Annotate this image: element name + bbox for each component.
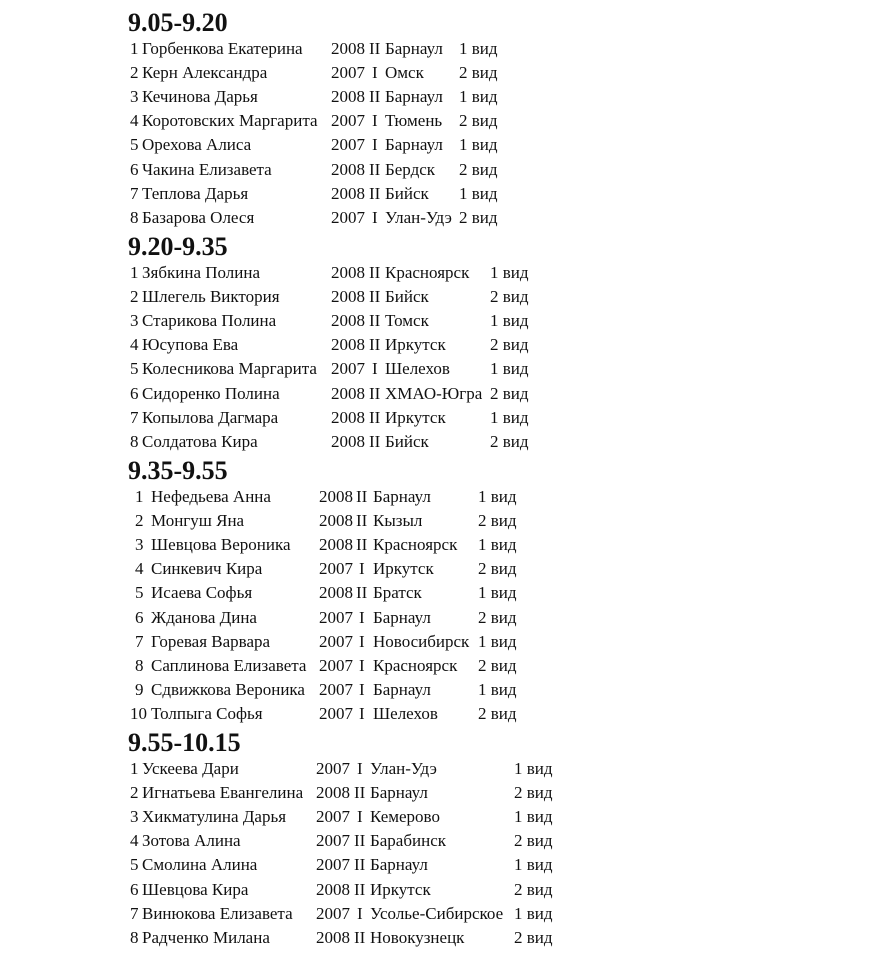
- program-type: 1 вид: [459, 87, 498, 106]
- program-type: 1 вид: [514, 855, 553, 874]
- city: Барнаул: [373, 608, 431, 627]
- program-type: 1 вид: [490, 311, 529, 330]
- program-type: 2 вид: [514, 928, 553, 947]
- sport-rank: II: [354, 831, 366, 850]
- birth-year: 2007: [316, 904, 350, 923]
- birth-year: 2007: [319, 608, 353, 627]
- sport-rank: II: [369, 432, 381, 451]
- participant-name: Керн Александра: [142, 63, 268, 82]
- participant-name: Чакина Елизавета: [142, 160, 272, 179]
- birth-year: 2007: [319, 559, 353, 578]
- sport-rank: I: [372, 359, 378, 378]
- sport-rank: I: [372, 135, 378, 154]
- sport-rank: I: [359, 559, 365, 578]
- program-type: 1 вид: [514, 807, 553, 826]
- city: Красноярск: [385, 263, 470, 282]
- sport-rank: I: [359, 608, 365, 627]
- participant-number: 3: [130, 87, 139, 106]
- program-type: 2 вид: [478, 608, 517, 627]
- city: Барнаул: [373, 487, 431, 506]
- city: Улан-Удэ: [385, 208, 452, 227]
- birth-year: 2007: [331, 111, 365, 130]
- program-type: 2 вид: [490, 432, 529, 451]
- city: Иркутск: [373, 559, 434, 578]
- participant-name: Горевая Варвара: [151, 632, 271, 651]
- participant-name: Шевцова Кира: [142, 880, 249, 899]
- birth-year: 2007: [316, 759, 350, 778]
- birth-year: 2008: [319, 535, 353, 554]
- participant-number: 3: [130, 311, 139, 330]
- program-type: 2 вид: [459, 111, 498, 130]
- sport-rank: I: [357, 904, 363, 923]
- participant-name: Синкевич Кира: [151, 559, 263, 578]
- birth-year: 2008: [316, 928, 350, 947]
- participant-name: Базарова Олеся: [142, 208, 255, 227]
- participant-name: Шлегель Виктория: [142, 287, 280, 306]
- program-type: 2 вид: [514, 783, 553, 802]
- birth-year: 2008: [331, 432, 365, 451]
- participant-name: Хикматулина Дарья: [142, 807, 287, 826]
- time-slot-heading: 9.35-9.55: [128, 456, 228, 485]
- sport-rank: I: [357, 759, 363, 778]
- participant-number: 7: [130, 904, 139, 923]
- participant-number: 6: [135, 608, 144, 627]
- program-type: 2 вид: [478, 704, 517, 723]
- birth-year: 2008: [319, 511, 353, 530]
- participant-number: 1: [135, 487, 144, 506]
- participant-number: 5: [130, 855, 139, 874]
- participant-name: Горбенкова Екатерина: [142, 39, 303, 58]
- sport-rank: II: [369, 384, 381, 403]
- city: Омск: [385, 63, 424, 82]
- participant-name: Игнатьева Евангелина: [142, 783, 304, 802]
- city: Иркутск: [370, 880, 431, 899]
- participant-number: 4: [130, 831, 139, 850]
- sport-rank: II: [354, 880, 366, 899]
- birth-year: 2008: [319, 487, 353, 506]
- birth-year: 2008: [319, 583, 353, 602]
- sport-rank: II: [369, 87, 381, 106]
- program-type: 2 вид: [459, 63, 498, 82]
- participant-number: 6: [130, 160, 139, 179]
- participant-name: Сдвижкова Вероника: [151, 680, 305, 699]
- birth-year: 2008: [331, 408, 365, 427]
- city: Улан-Удэ: [370, 759, 437, 778]
- participant-number: 8: [135, 656, 144, 675]
- city: Кызыл: [373, 511, 423, 530]
- program-type: 1 вид: [478, 632, 517, 651]
- participant-number: 6: [130, 880, 139, 899]
- sport-rank: I: [359, 656, 365, 675]
- sport-rank: I: [359, 704, 365, 723]
- participant-number: 4: [130, 335, 139, 354]
- participant-name: Кечинова Дарья: [142, 87, 258, 106]
- sport-rank: II: [369, 160, 381, 179]
- participant-number: 5: [130, 135, 139, 154]
- birth-year: 2008: [316, 880, 350, 899]
- sport-rank: II: [356, 511, 368, 530]
- participant-name: Сидоренко Полина: [142, 384, 280, 403]
- participant-name: Юсупова Ева: [142, 335, 239, 354]
- birth-year: 2007: [331, 208, 365, 227]
- program-type: 1 вид: [490, 408, 529, 427]
- participant-name: Исаева Софья: [151, 583, 253, 602]
- city: Барнаул: [385, 87, 443, 106]
- birth-year: 2007: [319, 704, 353, 723]
- sport-rank: II: [369, 263, 381, 282]
- sport-rank: II: [369, 408, 381, 427]
- birth-year: 2008: [331, 160, 365, 179]
- program-type: 1 вид: [459, 184, 498, 203]
- time-slot-heading: 9.05-9.20: [128, 8, 228, 37]
- birth-year: 2007: [316, 831, 350, 850]
- sport-rank: II: [354, 783, 366, 802]
- city: ХМАО-Югра: [385, 384, 483, 403]
- sport-rank: II: [356, 487, 368, 506]
- city: Шелехов: [373, 704, 438, 723]
- birth-year: 2007: [331, 135, 365, 154]
- sport-rank: II: [356, 583, 368, 602]
- city: Братск: [373, 583, 422, 602]
- city: Новокузнецк: [370, 928, 465, 947]
- participant-number: 1: [130, 39, 139, 58]
- program-type: 1 вид: [490, 359, 529, 378]
- city: Барнаул: [385, 39, 443, 58]
- city: Барнаул: [385, 135, 443, 154]
- participant-number: 2: [130, 63, 139, 82]
- participant-name: Шевцова Вероника: [151, 535, 291, 554]
- participant-number: 6: [130, 384, 139, 403]
- city: Красноярск: [373, 656, 458, 675]
- birth-year: 2008: [331, 311, 365, 330]
- birth-year: 2008: [316, 783, 350, 802]
- time-slot-heading: 9.55-10.15: [128, 728, 241, 757]
- participant-name: Орехова Алиса: [142, 135, 252, 154]
- participant-name: Монгуш Яна: [151, 511, 245, 530]
- participant-name: Ускеева Дари: [142, 759, 239, 778]
- program-type: 1 вид: [514, 759, 553, 778]
- participant-number: 7: [130, 408, 139, 427]
- program-type: 2 вид: [478, 559, 517, 578]
- participant-number: 1: [130, 263, 139, 282]
- participant-name: Колесникова Маргарита: [142, 359, 317, 378]
- city: Шелехов: [385, 359, 450, 378]
- birth-year: 2007: [331, 63, 365, 82]
- program-type: 1 вид: [459, 135, 498, 154]
- sport-rank: I: [372, 111, 378, 130]
- birth-year: 2008: [331, 184, 365, 203]
- participant-number: 9: [135, 680, 144, 699]
- city: Бийск: [385, 184, 429, 203]
- sport-rank: II: [369, 335, 381, 354]
- birth-year: 2008: [331, 384, 365, 403]
- birth-year: 2007: [319, 680, 353, 699]
- participant-number: 2: [135, 511, 144, 530]
- participant-name: Копылова Дагмара: [142, 408, 279, 427]
- city: Барнаул: [370, 783, 428, 802]
- program-type: 2 вид: [490, 287, 529, 306]
- program-type: 2 вид: [514, 880, 553, 899]
- participant-number: 2: [130, 287, 139, 306]
- participant-name: Саплинова Елизавета: [151, 656, 307, 675]
- birth-year: 2008: [331, 287, 365, 306]
- participant-name: Винюкова Елизавета: [142, 904, 293, 923]
- participant-name: Радченко Милана: [142, 928, 270, 947]
- program-type: 1 вид: [459, 39, 498, 58]
- participant-name: Солдатова Кира: [142, 432, 258, 451]
- program-type: 2 вид: [490, 384, 529, 403]
- participant-number: 8: [130, 432, 139, 451]
- participant-name: Жданова Дина: [151, 608, 257, 627]
- program-type: 2 вид: [490, 335, 529, 354]
- program-type: 2 вид: [514, 831, 553, 850]
- participant-name: Толпыга Софья: [151, 704, 263, 723]
- participant-name: Зябкина Полина: [142, 263, 261, 282]
- sport-rank: II: [369, 311, 381, 330]
- participant-name: Зотова Алина: [142, 831, 241, 850]
- city: Усолье-Сибирское: [370, 904, 504, 923]
- participant-name: Старикова Полина: [142, 311, 277, 330]
- participant-name: Смолина Алина: [142, 855, 258, 874]
- birth-year: 2008: [331, 263, 365, 282]
- birth-year: 2007: [331, 359, 365, 378]
- program-type: 1 вид: [478, 535, 517, 554]
- birth-year: 2008: [331, 335, 365, 354]
- program-type: 1 вид: [490, 263, 529, 282]
- participant-number: 4: [135, 559, 144, 578]
- sport-rank: II: [369, 287, 381, 306]
- city: Кемерово: [370, 807, 440, 826]
- sport-rank: II: [369, 184, 381, 203]
- participant-number: 4: [130, 111, 139, 130]
- program-type: 1 вид: [478, 487, 517, 506]
- sport-rank: I: [359, 632, 365, 651]
- participant-number: 2: [130, 783, 139, 802]
- program-type: 1 вид: [478, 680, 517, 699]
- participant-number: 1: [130, 759, 139, 778]
- birth-year: 2008: [331, 39, 365, 58]
- participant-number: 3: [135, 535, 144, 554]
- sport-rank: II: [354, 855, 366, 874]
- birth-year: 2007: [316, 807, 350, 826]
- program-type: 2 вид: [459, 208, 498, 227]
- participant-number: 7: [130, 184, 139, 203]
- city: Иркутск: [385, 408, 446, 427]
- sport-rank: II: [356, 535, 368, 554]
- participant-name: Коротовских Маргарита: [142, 111, 318, 130]
- city: Бийск: [385, 287, 429, 306]
- participant-number: 5: [130, 359, 139, 378]
- program-type: 1 вид: [514, 904, 553, 923]
- participant-number: 5: [135, 583, 144, 602]
- birth-year: 2008: [331, 87, 365, 106]
- sport-rank: I: [372, 208, 378, 227]
- city: Бийск: [385, 432, 429, 451]
- participant-name: Нефедьева Анна: [151, 487, 271, 506]
- time-slot-heading: 9.20-9.35: [128, 232, 228, 261]
- participant-number: 7: [135, 632, 144, 651]
- city: Тюмень: [385, 111, 443, 130]
- city: Новосибирск: [373, 632, 470, 651]
- program-type: 2 вид: [459, 160, 498, 179]
- birth-year: 2007: [319, 656, 353, 675]
- sport-rank: I: [359, 680, 365, 699]
- city: Барнаул: [370, 855, 428, 874]
- program-type: 2 вид: [478, 656, 517, 675]
- city: Барабинск: [370, 831, 447, 850]
- city: Красноярск: [373, 535, 458, 554]
- sport-rank: II: [354, 928, 366, 947]
- sport-rank: II: [369, 39, 381, 58]
- participant-number: 10: [130, 704, 147, 723]
- city: Иркутск: [385, 335, 446, 354]
- city: Бердск: [385, 160, 436, 179]
- participant-number: 8: [130, 928, 139, 947]
- participant-number: 3: [130, 807, 139, 826]
- participant-number: 8: [130, 208, 139, 227]
- participant-name: Теплова Дарья: [142, 184, 249, 203]
- sport-rank: I: [372, 63, 378, 82]
- city: Томск: [385, 311, 429, 330]
- city: Барнаул: [373, 680, 431, 699]
- program-type: 2 вид: [478, 511, 517, 530]
- program-type: 1 вид: [478, 583, 517, 602]
- sport-rank: I: [357, 807, 363, 826]
- birth-year: 2007: [316, 855, 350, 874]
- birth-year: 2007: [319, 632, 353, 651]
